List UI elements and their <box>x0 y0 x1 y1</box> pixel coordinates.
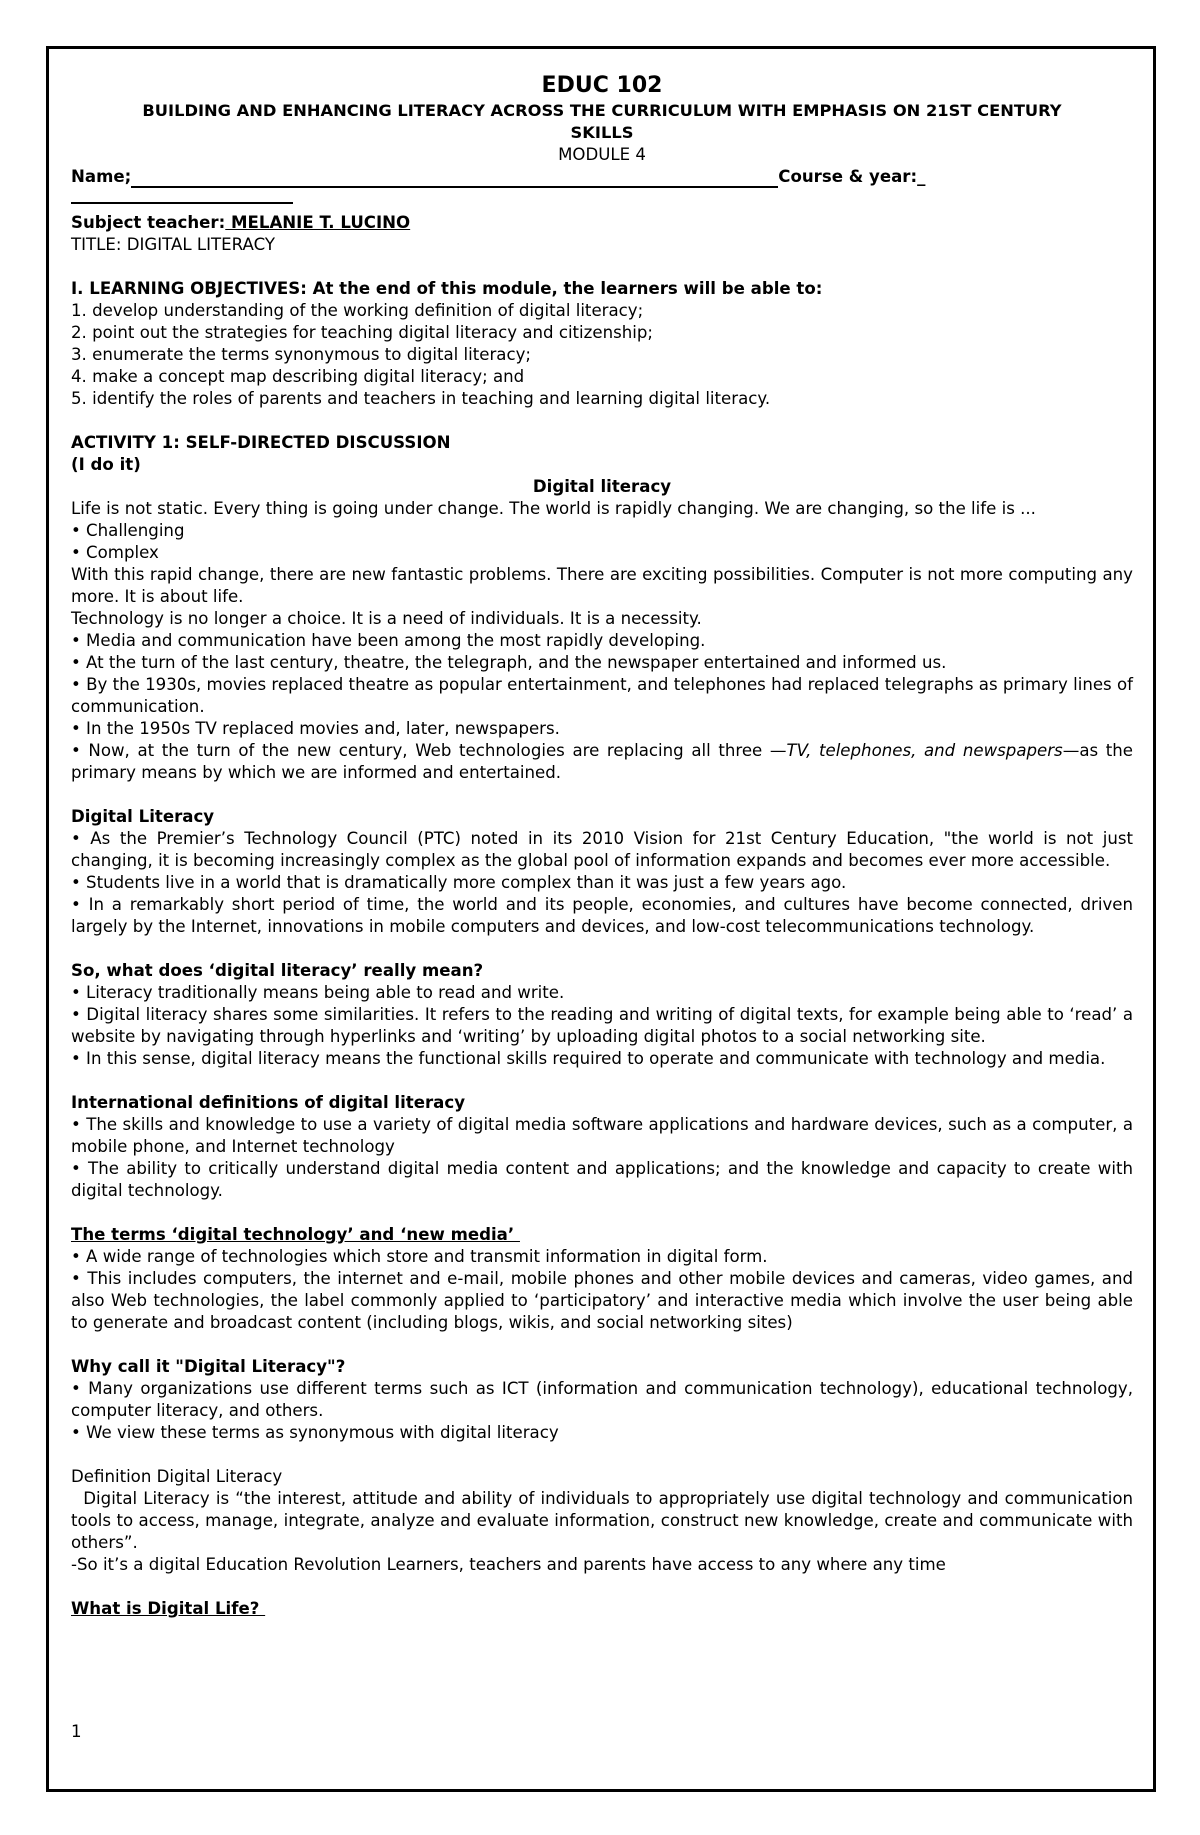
definition-paragraph: Digital Literacy is “the interest, attitude and ability of individuals to appropriately use digital technology and communication tools to access, manage, integrate, analyze and evaluate information, construct new knowledge, create and communicate with others”. <box>71 1489 1139 1552</box>
name-label: Name; <box>71 167 132 186</box>
name-blank-line <box>131 168 778 188</box>
bullet-item: • As the Premier’s Technology Council (PTC) noted in its 2010 Vision for 21st Century Education, "the world is not just changing, it is becoming increasingly complex as the global pool of information expands and becomes ever more accessible. <box>71 829 1133 870</box>
activity-heading: ACTIVITY 1: SELF-DIRECTED DISCUSSION <box>71 433 451 452</box>
bullet-item: • This includes computers, the internet and e-mail, mobile phones and other mobile devices and cameras, video games, and also Web technologies, the label commonly applied to ‘participatory’ and interactive media which involve the user being able to generate and broadcast content (including blogs, wikis, and social networking sites) <box>71 1269 1133 1332</box>
objective-item: 2. point out the strategies for teaching digital literacy and citizenship; <box>71 323 654 342</box>
page-number: 1 <box>71 1722 82 1741</box>
course-year-blank: _ <box>917 167 926 186</box>
terms-heading: The terms ‘digital technology’ and ‘new media’ <box>71 1225 520 1244</box>
activity-intro: Life is not static. Every thing is going under change. The world is rapidly changing. We are changing, so the life is ... <box>71 499 1036 518</box>
bullet-italic-text: TV, telephones, and newspapers <box>786 741 1063 760</box>
bullet-item: • By the 1930s, movies replaced theatre as popular entertainment, and telephones had replaced telegraphs as primary lines of communication. <box>71 675 1133 716</box>
bullet-item: • The ability to critically understand digital media content and applications; and the knowledge and capacity to create with digital technology. <box>71 1159 1133 1200</box>
bullet-item: • In the 1950s TV replaced movies and, later, newspapers. <box>71 719 560 738</box>
name-row <box>71 166 1133 188</box>
bullet-item: • Media and communication have been among the most rapidly developing. <box>71 631 706 650</box>
bullet-item: • The skills and knowledge to use a variety of digital media software applications and hardware devices, such as a computer, a mobile phone, and Internet technology <box>71 1115 1133 1156</box>
teacher-label: Subject teacher: <box>71 213 226 232</box>
international-heading: International definitions of digital literacy <box>71 1093 466 1112</box>
digital-literacy-heading: Digital Literacy <box>71 807 215 826</box>
meaning-heading: So, what does ‘digital literacy’ really mean? <box>71 961 484 980</box>
objective-item: 5. identify the roles of parents and teachers in teaching and learning digital literacy. <box>71 389 771 408</box>
course-title-line2: SKILLS <box>570 123 634 142</box>
bullet-item: • Literacy traditionally means being able to read and write. <box>71 983 565 1002</box>
objective-item: 4. make a concept map describing digital literacy; and <box>71 367 525 386</box>
title-line: TITLE: DIGITAL LITERACY <box>71 235 276 254</box>
activity-paragraph: With this rapid change, there are new fantastic problems. There are exciting possibilities. Computer is not more computing any more. It is about life. <box>71 565 1133 606</box>
course-year-label: Course & year: <box>778 167 918 186</box>
module-label: MODULE 4 <box>558 145 646 164</box>
bullet-item: • Many organizations use different terms such as ICT (information and communication technology), educational technology, computer literacy, and others. <box>71 1379 1133 1420</box>
bullet-item: • Challenging <box>71 521 185 540</box>
bullet-text: • Now, at the turn of the new century, Web technologies are replacing all three — <box>71 741 787 760</box>
teacher-name: MELANIE T. LUCINO <box>225 213 411 232</box>
activity-topic: Digital literacy <box>532 477 672 496</box>
digital-life-heading: What is Digital Life? <box>71 1599 266 1618</box>
bullet-item: • We view these terms as synonymous with digital literacy <box>71 1423 559 1442</box>
course-title-line1: BUILDING AND ENHANCING LITERACY ACROSS THE CURRICULUM WITH EMPHASIS ON 21ST CENTURY <box>142 101 1062 120</box>
name-continuation-line <box>71 188 293 204</box>
objective-item: 3. enumerate the terms synonymous to digital literacy; <box>71 345 532 364</box>
definition-note: -So it’s a digital Education Revolution Learners, teachers and parents have access to any where any time <box>71 1555 946 1574</box>
objective-item: 1. develop understanding of the working definition of digital literacy; <box>71 301 644 320</box>
objectives-heading: I. LEARNING OBJECTIVES: At the end of this module, the learners will be able to: <box>71 279 823 298</box>
bullet-item: • Complex <box>71 543 159 562</box>
bullet-item: • In this sense, digital literacy means the functional skills required to operate and communicate with technology and media. <box>71 1049 1106 1068</box>
bullet-item: • Students live in a world that is dramatically more complex than it was just a few years ago. <box>71 873 847 892</box>
activity-paragraph: Technology is no longer a choice. It is a need of individuals. It is a necessity. <box>71 609 702 628</box>
bullet-item: • At the turn of the last century, theatre, the telegraph, and the newspaper entertained and informed us. <box>71 653 947 672</box>
document-body <box>71 72 1139 1620</box>
activity-subheading: (I do it) <box>71 455 141 474</box>
bullet-item: • Digital literacy shares some similarities. It refers to the reading and writing of digital texts, for example being able to ‘read’ a website by navigating through hyperlinks and ‘writing’ by uploading digital photos to a social networking site. <box>71 1005 1133 1046</box>
bullet-text: —as the primary means by which we are informed and entertained. <box>71 741 1133 782</box>
why-heading: Why call it "Digital Literacy"? <box>71 1357 346 1376</box>
bullet-item <box>71 740 1133 784</box>
bullet-item: • In a remarkably short period of time, the world and its people, economies, and cultures have become connected, driven largely by the Internet, innovations in mobile computers and devices, and low-cost telecommunications technology. <box>71 895 1133 936</box>
teacher-line <box>71 212 1133 234</box>
definition-heading: Definition Digital Literacy <box>71 1467 283 1486</box>
course-code: EDUC 102 <box>541 73 663 98</box>
bullet-item: • A wide range of technologies which store and transmit information in digital form. <box>71 1247 768 1266</box>
